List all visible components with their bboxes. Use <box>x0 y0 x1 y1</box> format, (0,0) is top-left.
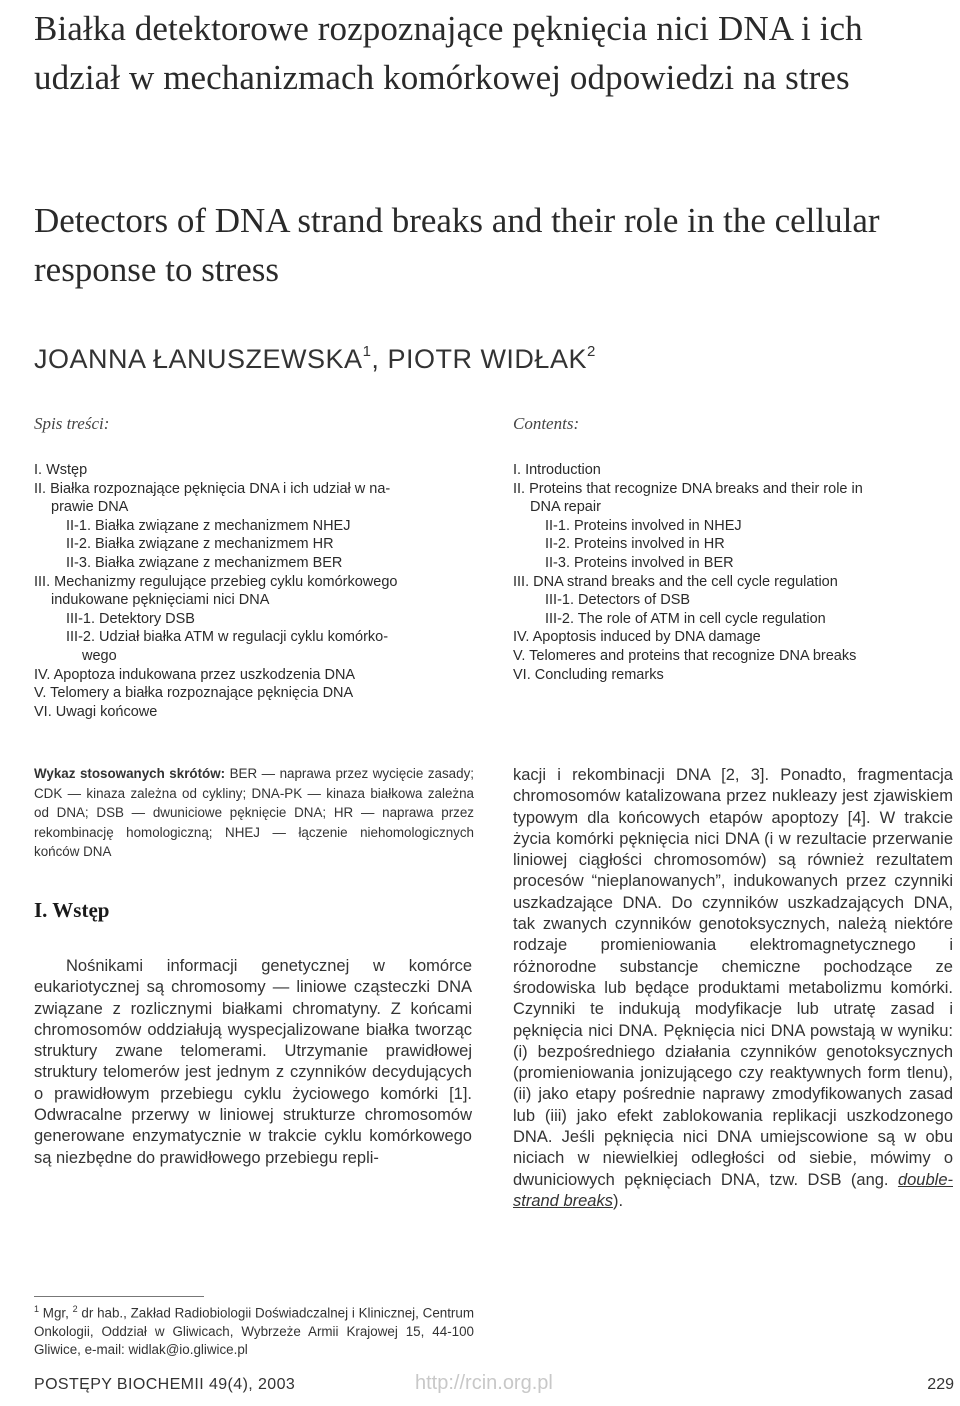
body-paragraph-right-end: ). <box>612 1191 624 1210</box>
toc-en-item: VI. Concluding remarks <box>513 666 664 683</box>
toc-pl-item: II. Białka rozpoznające pęknięcia DNA i ich udział w na- <box>34 480 391 497</box>
toc-pl-item: II-2. Białka związane z mechanizmem HR <box>66 536 334 553</box>
footnote-mgr: Mgr, <box>39 1305 73 1321</box>
toc-en-item: III-1. Detectors of DSB <box>545 592 691 609</box>
toc-pl-item: prawie DNA <box>51 499 129 516</box>
toc-en-item: II-2. Proteins involved in HR <box>545 536 725 553</box>
toc-pl-item: II-1. Białka związane z mechanizmem NHEJ <box>66 517 351 534</box>
toc-en-item: II-1. Proteins involved in NHEJ <box>545 517 742 534</box>
toc-en-heading: Contents: <box>513 414 580 433</box>
toc-en-item: III-2. The role of ATM in cell cycle regulation <box>545 610 826 627</box>
toc-pl-item: V. Telomery a białka rozpoznające pęknięcia DNA <box>34 685 354 702</box>
author-2-affil: 2 <box>586 343 596 360</box>
toc-pl-item: wego <box>82 647 117 664</box>
toc-en-item: III. DNA strand breaks and the cell cycle regulation <box>513 573 838 590</box>
toc-en <box>513 461 958 684</box>
toc-pl-heading: Spis treści: <box>34 414 110 433</box>
toc-pl-item: III-1. Detektory DSB <box>66 610 195 627</box>
toc-pl-item: indukowane pęknięciami nici DNA <box>51 592 270 609</box>
toc-pl-item: II-3. Białka związane z mechanizmem BER <box>66 554 343 571</box>
footnote-rule <box>34 1296 204 1297</box>
toc-en-item: DNA repair <box>530 499 601 516</box>
title-polish: Białka detektorowe rozpoznające pęknięcia nici DNA i ich udział w mechanizmach komórkowej odpowiedzi na stres <box>34 9 863 97</box>
body-paragraph-right <box>513 765 953 1212</box>
author-1: JOANNA ŁANUSZEWSKA <box>34 344 363 374</box>
author-separator: , <box>371 344 388 374</box>
title-english: Detectors of DNA strand breaks and their role in the cellular response to stress <box>34 201 880 289</box>
toc-pl-item: IV. Apoptoza indukowana przez uszkodzenia DNA <box>34 666 356 683</box>
body-paragraph-left: Nośnikami informacji genetycznej w komórce eukariotycznej są chromosomy — liniowe cząsteczki DNA związane z rozlicznymi białkami chromatyny. Z końcami chromosomów oddziałują wyspecjalizowane białka tworząc struktury zwane telomerami. Utrzymanie prawidłowej struktury telomerów jest jednym z czynników decydujących o prawidłowym przebiegu cyklu życiowego komórki [1]. Odwracalne przerwy w liniowej strukturze chromosomów generowane enzymatycznie w trakcie cyklu komórkowego są niezbędne do prawidłowego przebiegu repli- <box>34 957 472 1167</box>
page-number: 229 <box>927 1376 954 1393</box>
term-double-strand-breaks: double-strand breaks <box>513 1170 953 1210</box>
footnote-sup-1: 1 <box>34 1304 40 1314</box>
author-2: PIOTR WIDŁAK <box>387 344 587 374</box>
toc-pl-item: I. Wstęp <box>34 462 88 478</box>
toc-pl-item: III-2. Udział białka ATM w regulacji cyklu komórko- <box>66 629 389 646</box>
body-paragraph-right-text: kacji i rekombinacji DNA [2, 3]. Ponadto, fragmentacja chromosomów katalizowana przez nukleazy jest zjawiskiem typowym dla końcowych etapów apoptozy [4]. W trakcie życia komórki pęknięcia nici DNA (i w rezultacie przerwanie liniowej ciągłości chromosomów) są również rezultatem procesów “nieplanowanych”, indukowanych przez czynniki uszkadzające DNA. Do czynników uszkadzających DNA, tak zwanych czynników genotoksycznych, należą niektóre rodzaje promieniowania elektromagnetycznego i różnorodne substancje chemiczne pochodzące ze środowiska lub będące produktami metabolizmu komórki. Czynniki te indukują modyfikacje lub utratę zasad i pęknięcia nici DNA. Pęknięcia nici DNA powstają w wyniku: (i) bezpośredniego działania czynników genotoksycznych (promieniowania jonizującego czy reaktywnych form tlenu), (ii) jako etapy pośrednie naprawy zmodyfikowanych zasad lub (iii) jako efekt zablokowania replikacji uszkodzonego DNA. Jeśli pęknięcia nici DNA umiejscowione są w obu niciach w niewielkiej odległości od siebie, mówimy o dwuniciowych pęknięciach DNA, tzw. DSB (ang. <box>513 766 953 1189</box>
authors <box>34 332 934 379</box>
abbreviations-text: BER — naprawa przez wycięcie zasady; CDK — kinaza zależna od cykliny; DNA-PK — kinaza białkowa zależna od DNA; DSB — dwuniciowe pęknięcie DNA; HR — naprawa przez rekombinację homologiczną; NHEJ — łączenie niehomologicznych końców DNA <box>34 766 474 860</box>
toc-en-item: IV. Apoptosis induced by DNA damage <box>513 629 761 646</box>
journal-citation: POSTĘPY BIOCHEMII 49(4), 2003 <box>34 1376 296 1393</box>
footnote-text: dr hab., Zakład Radiobiologii Doświadczalnej i Klinicznej, Centrum Onkologii, Oddział w Gliwicach, Wybrzeże Armii Krajowej 15, 44-100 Gliwice, e-mail: widlak@io.gliwice.pl <box>34 1305 474 1358</box>
footnote <box>34 1300 474 1360</box>
toc-pl-item: VI. Uwagi końcowe <box>34 703 158 720</box>
toc-en-item: II-3. Proteins involved in BER <box>545 554 734 571</box>
abbreviations-label: Wykaz stosowanych skrótów: <box>34 766 226 781</box>
toc-en-item: V. Telomeres and proteins that recognize DNA breaks <box>513 647 857 664</box>
toc-en-item: II. Proteins that recognize DNA breaks and their role in <box>513 480 863 497</box>
section-heading: I. Wstęp <box>34 898 110 922</box>
toc-en-item: I. Introduction <box>513 462 601 478</box>
author-1-affil: 1 <box>362 343 372 360</box>
watermark-url: http://rcin.org.pl <box>415 1372 553 1394</box>
toc-pl <box>34 461 479 721</box>
abbreviations <box>34 764 474 862</box>
footnote-sup-2: 2 <box>72 1304 78 1314</box>
toc-pl-item: III. Mechanizmy regulujące przebieg cyklu komórkowego <box>34 573 398 590</box>
